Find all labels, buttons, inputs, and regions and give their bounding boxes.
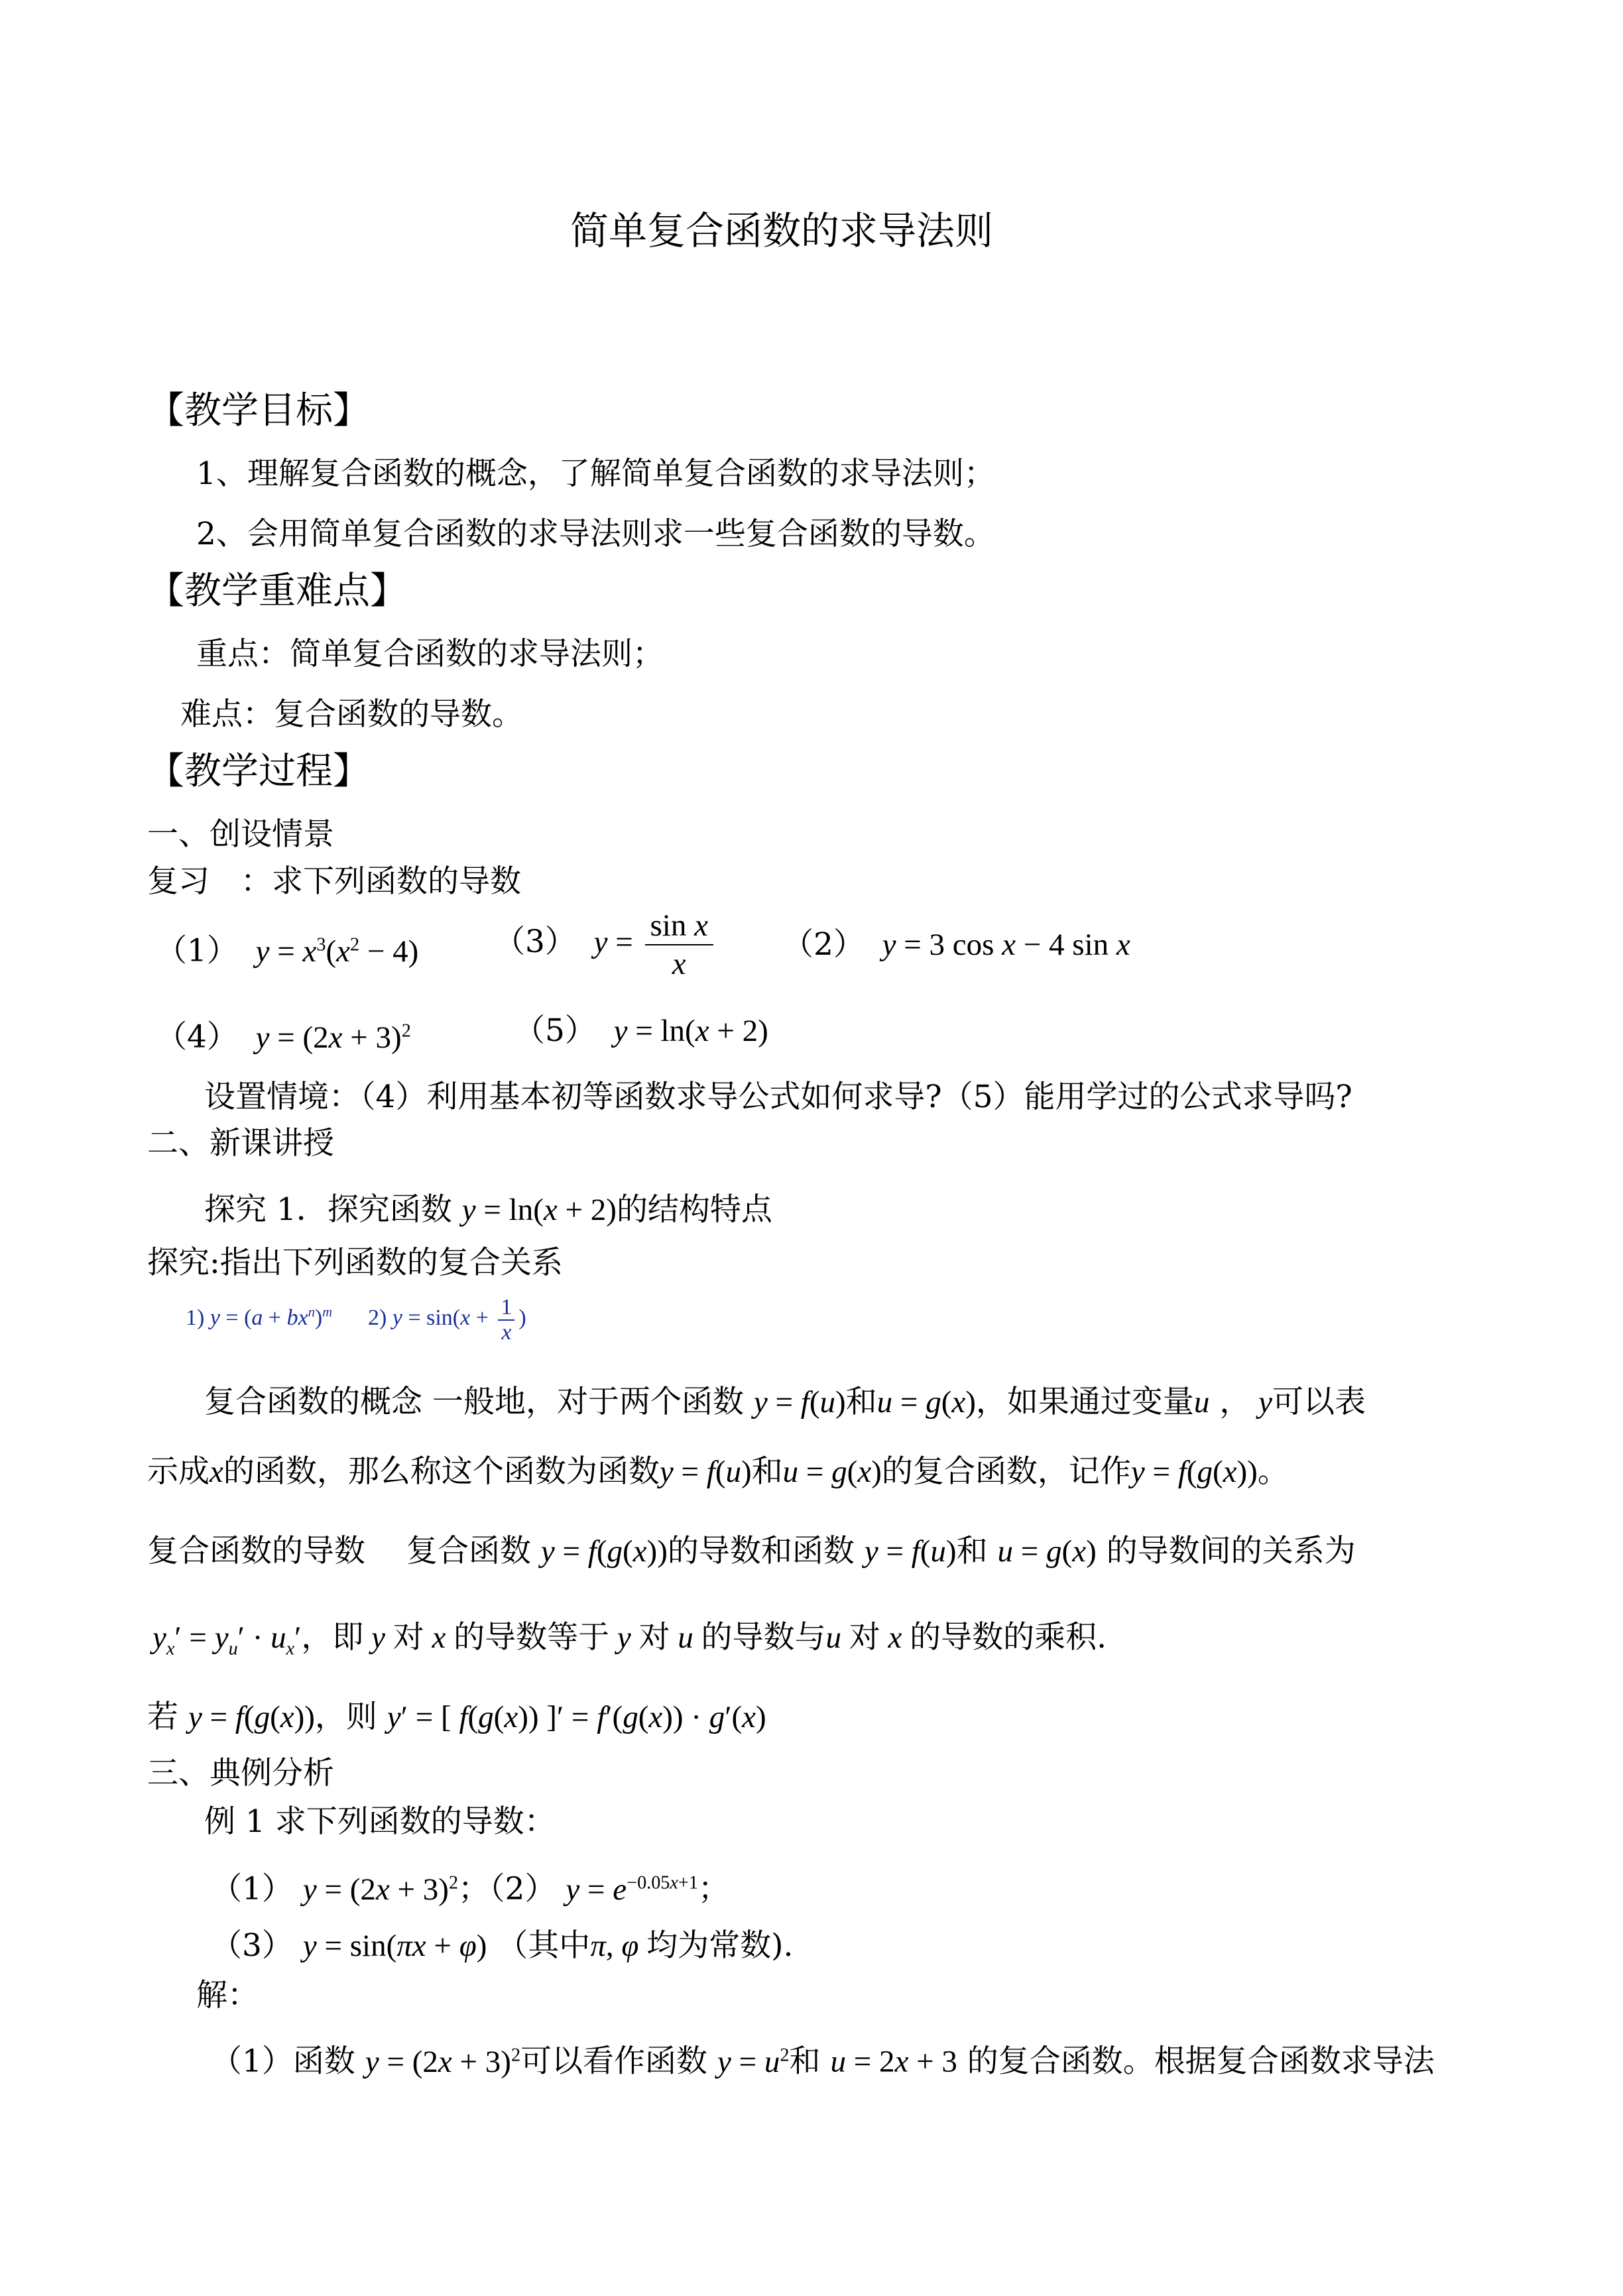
ex3-note-a: （其中	[497, 1927, 591, 1964]
derivative-line-1: 复合函数的导数 复合函数 y = f(g(x))的导数和函数 y = f(u)和 u = g(x) 的导数间的关系为	[147, 1533, 1356, 1569]
sol-text-d: 的复合函数。根据复合函数求导法	[967, 2043, 1435, 2080]
keypoints-heading: 【教学重难点】	[147, 570, 407, 613]
if-text-b: ，则	[314, 1699, 377, 1735]
deriv-text-b: 的导数和函数	[667, 1533, 855, 1569]
period-1: 。	[1257, 1453, 1289, 1490]
ex3-note-b: 均为常数).	[646, 1927, 794, 1964]
t-he-3: 和	[956, 1533, 988, 1569]
example-1-items: （1） $y = (2x + 3)^2$；（2） $y = e^{-0.05x+1}$；	[211, 1870, 729, 1907]
t-dui-3: 对	[849, 1619, 880, 1656]
rel-text-a: ，即	[301, 1619, 364, 1656]
goals-heading: 【教学目标】	[147, 389, 370, 432]
t-he-1: 和	[845, 1384, 877, 1420]
explore1-text-b: 的结构特点	[616, 1191, 772, 1228]
concept-text-f: 的复合函数，记作	[881, 1453, 1131, 1490]
if-formula-line: 若 y = f(g(x))，则 y′ = [ f(g(x)) ]′ = f′(g(x)) · g′(x)	[147, 1699, 766, 1735]
part2-heading: 二、新课讲授	[147, 1125, 334, 1162]
review-ex-5	[514, 1011, 768, 1051]
composite-example-2: 2) y = sin(x + $\frac{1}{x}$ )	[368, 1294, 526, 1345]
explore-1	[204, 1190, 772, 1230]
rel-text-d: 的导数的乘积.	[910, 1619, 1107, 1656]
review-ex-2	[782, 925, 1130, 965]
example-1-item-3: （3） y = sin(πx + φ) （其中π, φ 均为常数).	[211, 1927, 794, 1964]
part3-heading: 三、典例分析	[147, 1755, 334, 1791]
if-text-a: 若	[147, 1699, 178, 1735]
composite-example-1: 1) $y = (a + bx^n)^m$	[186, 1305, 332, 1331]
sol-text-a: （1）函数	[211, 2043, 355, 2080]
difficult-point: 难点：复合函数的导数。	[180, 696, 523, 733]
rel-text-b: 的导数等于	[453, 1619, 610, 1656]
explore-2: 探究:指出下列函数的复合关系	[147, 1244, 563, 1281]
rel-text-c: 的导数与	[701, 1619, 826, 1656]
goal-1: 1、理解复合函数的概念，了解简单复合函数的求导法则；	[196, 455, 995, 492]
t-he-2: 和	[751, 1453, 783, 1490]
formula-1: $y = x^3(x^2 - 4)$	[247, 934, 419, 969]
formula-3: y = $\frac{\text{sin x}}{x}$	[586, 925, 717, 959]
deriv-text-c: 的导数间的关系为	[1106, 1533, 1356, 1569]
ex-label-2: （2）	[489, 1870, 556, 1907]
review-text: 复习 ：求下列函数的导数	[147, 863, 521, 900]
semicolon-1: ；	[458, 1870, 490, 1907]
review-ex-1	[156, 925, 418, 971]
review-ex-3	[494, 907, 717, 983]
derivative-line-2: $y_x' = y_u' \cdot u_x'$，即 y 对 x 的导数等于 y 对 u 的导数与u 对 x 的导数的乘积.	[152, 1619, 1107, 1660]
key-point: 重点：简单复合函数的求导法则；	[196, 636, 664, 672]
ex-label-1: （1）	[211, 1870, 293, 1907]
explore1-text-a: 探究 1．探究函数	[204, 1191, 452, 1228]
process-heading: 【教学过程】	[147, 750, 370, 793]
solution-line-1: （1）函数 $y = (2x + 3)^2$可以看作函数 $y = u^2$和 u = 2x + 3 的复合函数。根据复合函数求导法	[211, 2043, 1435, 2080]
t-dui-1: 对	[392, 1619, 424, 1656]
t-dui-2: 对	[638, 1619, 670, 1656]
scenario-text: 设置情境：（4）利用基本初等函数求导公式如何求导?（5）能用学过的公式求导吗?	[204, 1079, 1352, 1115]
concept-text-c: 可以表	[1272, 1384, 1366, 1420]
semicolon-2: ；	[697, 1870, 729, 1907]
concept-text-e: 的函数，那么称这个函数为函数	[223, 1453, 660, 1490]
concept-text-a: 复合函数的概念 一般地，对于两个函数	[204, 1384, 744, 1420]
solution-label: 解：	[196, 1977, 259, 2014]
deriv-text-a: 复合函数的导数 复合函数	[147, 1533, 531, 1569]
page-title: 简单复合函数的求导法则	[570, 208, 994, 253]
sol-text-c: 和	[789, 2043, 821, 2080]
explore1-formula: y = ln(x + 2)	[461, 1193, 617, 1227]
label-1: （1）	[156, 932, 238, 969]
label-5: （5）	[514, 1012, 596, 1049]
label-2: （2）	[782, 926, 865, 963]
formula-4: $y = (2x + 3)^2$	[247, 1020, 411, 1055]
ex-label-3: （3）	[211, 1927, 293, 1964]
concept-line-1: 复合函数的概念 一般地，对于两个函数 y = f(u)和u = g(x)，如果通过变量u ， y可以表	[204, 1384, 1366, 1420]
example-1-title: 例 1 求下列函数的导数：	[204, 1803, 556, 1840]
formula-5: y = ln(x + 2)	[605, 1014, 768, 1048]
concept-line-2: 示成x的函数，那么称这个函数为函数y = f(u)和u = g(x)的复合函数，记作y = f(g(x))。	[147, 1453, 1289, 1490]
composite-examples	[186, 1293, 526, 1345]
label-3: （3）	[494, 923, 576, 960]
formula-2: y = 3 cos x − 4 sin x	[874, 928, 1130, 962]
review-ex-4	[156, 1011, 411, 1057]
part1-heading: 一、创设情景	[147, 816, 334, 853]
sol-text-b: 可以看作函数	[520, 2043, 708, 2080]
chain-rule-formula: $y_x' = y_u' \cdot u_x'$	[152, 1620, 302, 1660]
concept-text-d: 示成	[147, 1453, 210, 1490]
label-4: （4）	[156, 1018, 238, 1056]
concept-text-b: ，如果通过变量	[975, 1384, 1194, 1420]
goal-2: 2、会用简单复合函数的求导法则求一些复合函数的导数。	[196, 516, 995, 552]
